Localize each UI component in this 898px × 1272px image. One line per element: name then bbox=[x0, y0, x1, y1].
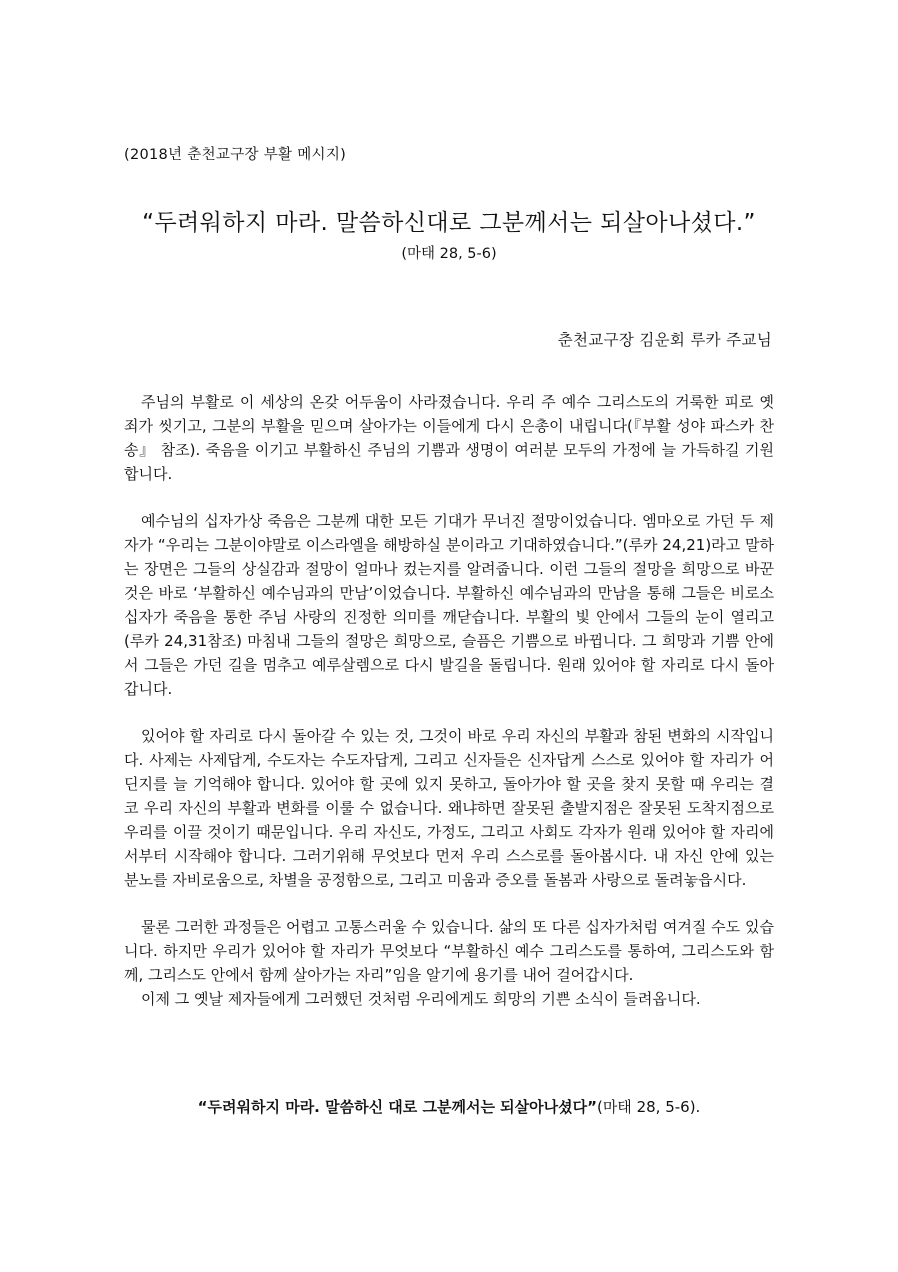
paragraph-1: 주님의 부활로 이 세상의 온갖 어두움이 사라졌습니다. 우리 주 예수 그리스도의 거룩한 피로 옛 죄가 씻기고, 그분의 부활을 믿으며 살아가는 이들에게 다시 은총이 내립니다(『부활 성야 파스카 찬송』 참조). 죽음을 이기고 부활하신 주님의 기쁨과 생명이 여러분 모두의 가정에 늘 가득하길 기원합니다. bbox=[124, 393, 774, 483]
author-line: 춘천교구장 김운회 루카 주교님 bbox=[557, 331, 772, 349]
message-body bbox=[124, 390, 774, 1011]
paragraph-4: 물론 그러한 과정들은 어렵고 고통스러울 수 있습니다. 삶의 또 다른 십자가처럼 여겨질 수도 있습니다. 하지만 우리가 있어야 할 자리가 무엇보다 “부활하신 예수 그리스도를 통하여, 그리스도와 함께, 그리스도 안에서 함께 살아가는 자리”임을 알기에 용기를 내어 걸어갑시다. bbox=[124, 918, 774, 984]
title-reference: (마태 28, 5-6) bbox=[401, 246, 497, 262]
paragraph-2: 예수님의 십자가상 죽음은 그분께 대한 모든 기대가 무너진 절망이었습니다. 엠마오로 가던 두 제자가 “우리는 그분이야말로 이스라엘을 해방하실 분이라고 기대하였습니다.”(루카 24,21)라고 말하는 장면은 그들의 상실감과 절망이 얼마나 컸는지를 알려줍니다. 이런 그들의 절망을 희망으로 바꾼 것은 바로 ‘부활하신 예수님과의 만남’이었습니다. 부활하신 예수님과의 만남을 통해 그들은 비로소 십자가 죽음을 통한 주님 사랑의 진정한 의미를 깨닫습니다. 부활의 빛 안에서 그들의 눈이 열리고(루카 24,31참조) 마침내 그들의 절망은 희망으로, 슬픔은 기쁨으로 바뀝니다. 그 희망과 기쁨 안에서 그들은 가던 길을 멈추고 예루살렘으로 다시 발길을 돌립니다. 원래 있어야 할 자리로 다시 돌아갑니다. bbox=[124, 512, 774, 698]
page-title: “두려워하지 마라. 말씀하신대로 그분께서는 되살아나셨다.” bbox=[142, 210, 756, 236]
closing-quote: “두려워하지 마라. 말씀하신 대로 그분께서는 되살아나셨다” bbox=[197, 1098, 597, 1116]
paragraph-3: 있어야 할 자리로 다시 돌아갈 수 있는 것, 그것이 바로 우리 자신의 부활과 참된 변화의 시작입니다. 사제는 사제답게, 수도자는 수도자답게, 그리고 신자들은 신자답게 스스로 있어야 할 자리가 어딘지를 늘 기억해야 합니다. 있어야 할 곳에 있지 못하고, 돌아가야 할 곳을 찾지 못할 때 우리는 결코 우리 자신의 부활과 변화를 이룰 수 없습니다. 왜냐하면 잘못된 출발지점은 잘못된 도착지점으로 우리를 이끌 것이기 때문입니다. 우리 자신도, 가정도, 그리고 사회도 각자가 원래 있어야 할 자리에서부터 시작해야 합니다. 그러기위해 무엇보다 먼저 우리 스스로를 돌아봅시다. 내 자신 안에 있는 분노를 자비로움으로, 차별을 공정함으로, 그리고 미움과 증오를 돌봄과 사랑으로 돌려놓읍시다. bbox=[124, 727, 774, 889]
paragraph-5: 이제 그 옛날 제자들에게 그러했던 것처럼 우리에게도 희망의 기쁜 소식이 들려옵니다. bbox=[141, 990, 701, 1008]
closing-reference: (마태 28, 5-6). bbox=[596, 1098, 701, 1116]
closing-line bbox=[0, 1096, 898, 1117]
header-note: (2018년 춘천교구장 부활 메시지) bbox=[124, 147, 347, 163]
